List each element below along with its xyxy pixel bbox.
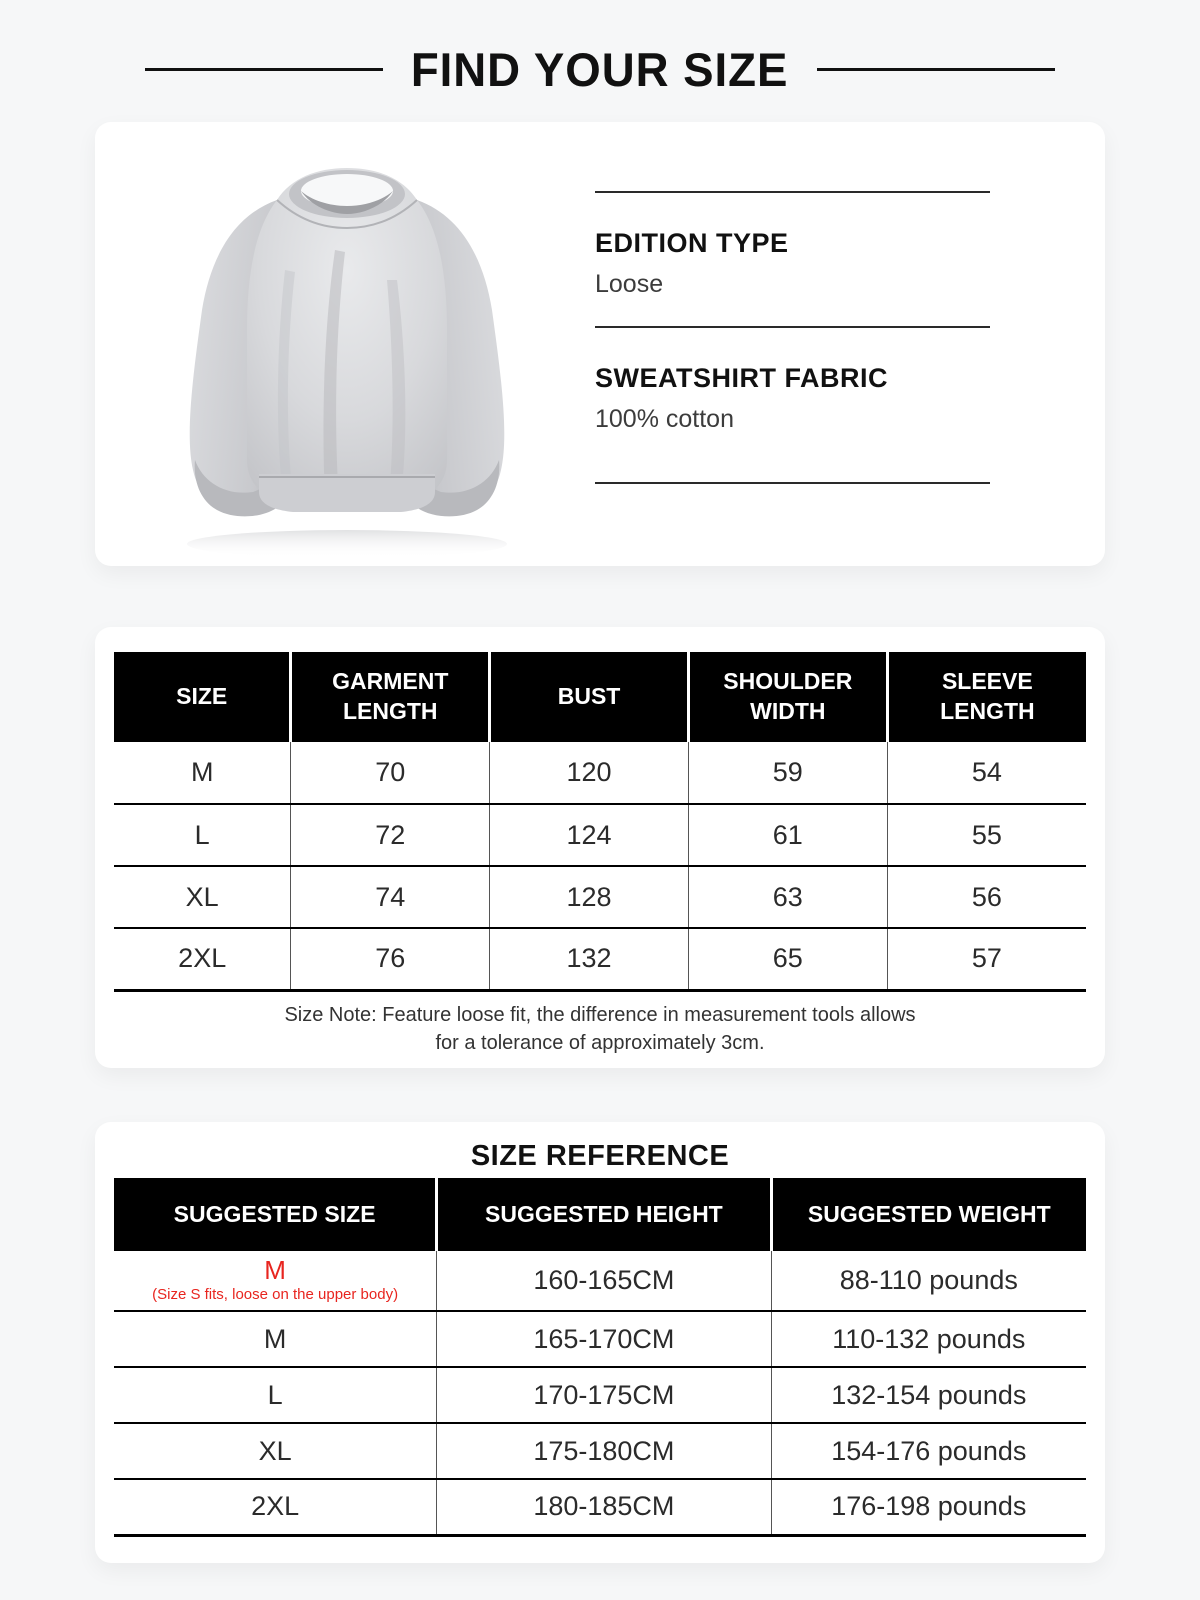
cell-suggested-height: 170-175CM [437, 1367, 771, 1423]
cell-suggested-weight: 132-154 pounds [771, 1367, 1086, 1423]
cell-suggested-height: 160-165CM [437, 1251, 771, 1311]
cell-bust: 120 [490, 742, 689, 804]
size-reference-title: SIZE REFERENCE [470, 1139, 730, 1172]
cell-garment-length: 70 [291, 742, 490, 804]
page-header [0, 0, 1200, 98]
spec-divider [595, 482, 990, 484]
col-header-bust: BUST [490, 652, 689, 742]
cell-size: L [114, 804, 291, 866]
size-note [114, 1001, 1086, 1057]
highlight-size-note: (Size S fits, loose on the upper body) [152, 1285, 399, 1303]
cell-sleeve-length: 56 [887, 866, 1086, 928]
page-title: FIND YOUR SIZE [411, 42, 789, 96]
table-header-row [114, 1178, 1086, 1251]
cell-sleeve-length: 57 [887, 928, 1086, 990]
garment-measurement-table [114, 652, 1086, 992]
product-image [95, 122, 595, 566]
product-spec-list [595, 122, 995, 566]
cell-size: XL [114, 866, 291, 928]
cell-suggested-height: 165-170CM [437, 1311, 771, 1367]
spec-label-fabric: SWEATSHIRT FABRIC [595, 363, 888, 393]
table-row [114, 1251, 1086, 1311]
cell-suggested-height: 175-180CM [437, 1423, 771, 1479]
col-header-suggested-weight: SUGGESTED WEIGHT [771, 1178, 1086, 1251]
size-note-line2: for a tolerance of approximately 3cm. [435, 1031, 765, 1054]
cell-size: 2XL [114, 928, 291, 990]
product-card [95, 122, 1105, 566]
cell-size: M [114, 742, 291, 804]
table-row [114, 1423, 1086, 1479]
cell-garment-length: 72 [291, 804, 490, 866]
title-right-divider [817, 68, 1055, 71]
cell-shoulder-width: 63 [688, 866, 887, 928]
cell-suggested-weight: 154-176 pounds [771, 1423, 1086, 1479]
spec-label-edition-type: EDITION TYPE [595, 228, 789, 258]
cell-suggested-size: M [114, 1311, 437, 1367]
cell-suggested-size [114, 1251, 437, 1311]
table-row [114, 1311, 1086, 1367]
cell-sleeve-length: 54 [887, 742, 1086, 804]
cell-suggested-weight: 176-198 pounds [771, 1479, 1086, 1535]
col-header-garment-length: GARMENT LENGTH [291, 652, 490, 742]
cell-garment-length: 74 [291, 866, 490, 928]
cell-bust: 124 [490, 804, 689, 866]
cell-suggested-weight: 110-132 pounds [771, 1311, 1086, 1367]
size-table-card [95, 627, 1105, 1068]
table-row [114, 742, 1086, 804]
spec-value-fabric: 100% cotton [595, 405, 734, 433]
size-reference-table [114, 1178, 1086, 1537]
cell-shoulder-width: 59 [688, 742, 887, 804]
cell-shoulder-width: 65 [688, 928, 887, 990]
spec-value-edition-type: Loose [595, 270, 664, 298]
cell-suggested-size: XL [114, 1423, 437, 1479]
cell-suggested-size: L [114, 1367, 437, 1423]
sweatshirt-graphic [125, 130, 565, 566]
table-row [114, 1479, 1086, 1535]
cell-suggested-weight: 88-110 pounds [771, 1251, 1086, 1311]
highlight-size-value: M [264, 1255, 286, 1286]
cell-suggested-size: 2XL [114, 1479, 437, 1535]
cell-bust: 132 [490, 928, 689, 990]
cell-bust: 128 [490, 866, 689, 928]
spec-divider [595, 191, 990, 193]
col-header-shoulder-width: SHOULDER WIDTH [688, 652, 887, 742]
col-header-suggested-size: SUGGESTED SIZE [114, 1178, 437, 1251]
cell-shoulder-width: 61 [688, 804, 887, 866]
table-row [114, 1367, 1086, 1423]
cell-suggested-height: 180-185CM [437, 1479, 771, 1535]
cell-sleeve-length: 55 [887, 804, 1086, 866]
table-row [114, 804, 1086, 866]
size-reference-card [95, 1122, 1105, 1563]
table-header-row [114, 652, 1086, 742]
table-row [114, 928, 1086, 990]
table-row [114, 866, 1086, 928]
col-header-sleeve-length: SLEEVE LENGTH [887, 652, 1086, 742]
col-header-size: SIZE [114, 652, 291, 742]
title-left-divider [145, 68, 383, 71]
size-note-line1: Size Note: Feature loose fit, the difference in measurement tools allows [284, 1003, 916, 1026]
spec-divider [595, 326, 990, 328]
cell-garment-length: 76 [291, 928, 490, 990]
col-header-suggested-height: SUGGESTED HEIGHT [437, 1178, 771, 1251]
